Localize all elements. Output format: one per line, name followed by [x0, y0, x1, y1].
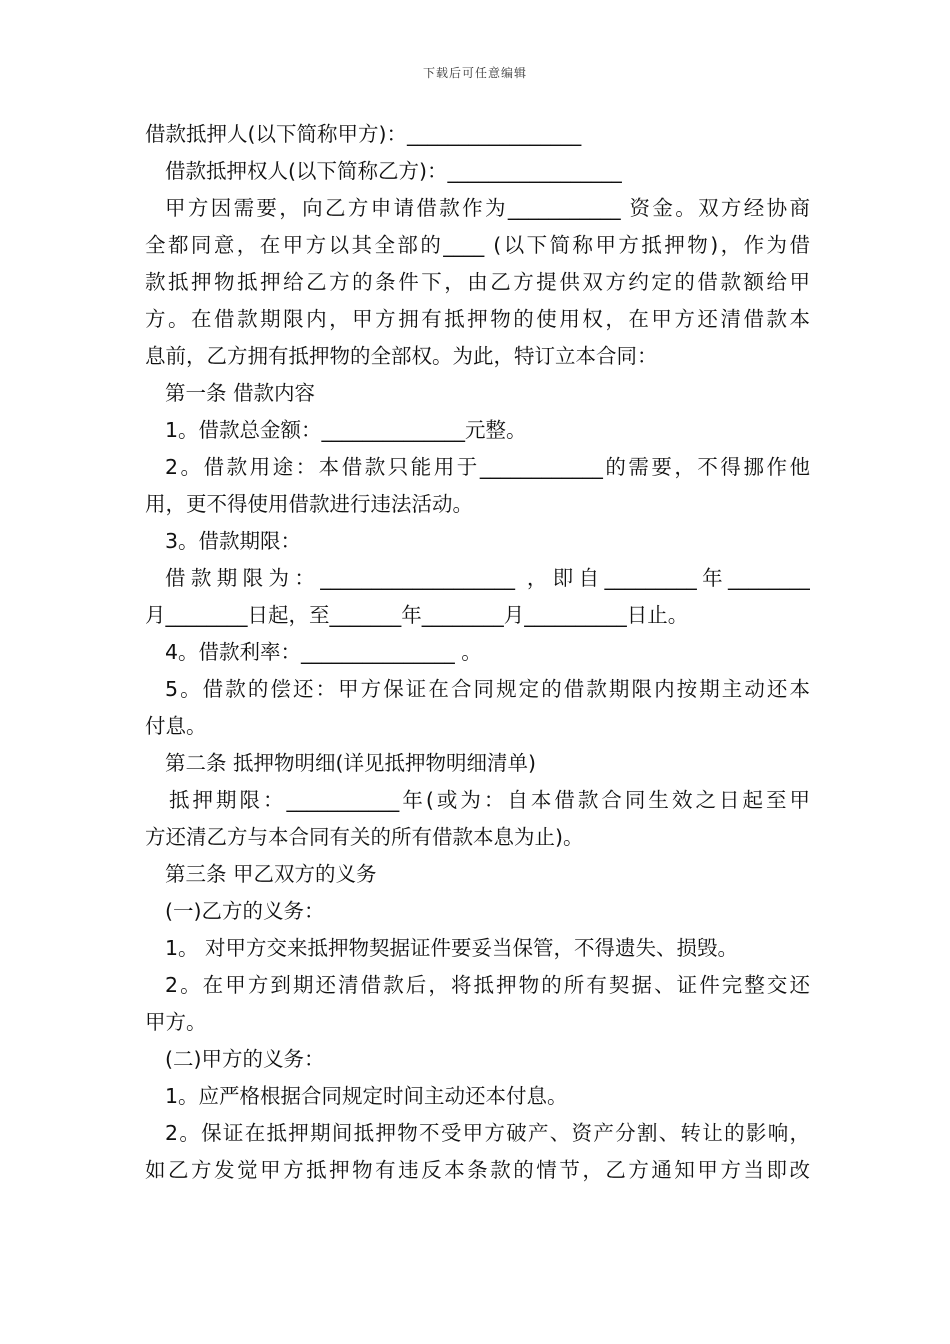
text-line: 1。借款总金额：______________元整。: [165, 418, 527, 442]
text-line: 2。保证在抵押期间抵押物不受甲方破产、资产分割、转让的影响，: [165, 1121, 810, 1145]
text-line: (二)甲方的义务：: [165, 1047, 325, 1071]
text-line: 如乙方发觉甲方抵押物有违反本条款的情节，乙方通知甲方当即改: [145, 1158, 810, 1182]
text-line: 月________日起，至_______年________月__________日止。: [145, 603, 689, 627]
text-line: 付息。: [145, 714, 207, 738]
text-line: 抵押期限：___________年(或为：自本借款合同生效之日起至甲: [169, 788, 810, 812]
text-line: 借款抵押人(以下简称甲方)：_________________: [145, 122, 582, 146]
text-line: 借款抵押权人(以下简称乙方)：_________________: [165, 159, 622, 183]
text-line: 4。借款利率：_______________ 。: [165, 640, 482, 664]
section-heading: 第二条 抵押物明细(详见抵押物明细清单): [165, 751, 537, 775]
text-line: 5。借款的偿还：甲方保证在合同规定的借款期限内按期主动还本: [165, 677, 810, 701]
text-line: 甲方因需要，向乙方申请借款作为___________ 资金。双方经协商: [165, 196, 810, 220]
text-line: 1。 对甲方交来抵押物契据证件要妥当保管，不得遗失、损毁。: [165, 936, 739, 960]
text-line: 借款期限为：___________________ ，即自_________年________: [165, 566, 810, 590]
text-line: 方。在借款期限内，甲方拥有抵押物的使用权，在甲方还清借款本: [145, 307, 810, 331]
text-line: 3。借款期限：: [165, 529, 302, 553]
text-line: 息前，乙方拥有抵押物的全部权。为此，特订立本合同：: [145, 344, 658, 368]
section-heading: 第一条 借款内容: [165, 381, 316, 405]
text-line: 2。在甲方到期还清借款后，将抵押物的所有契据、证件完整交还: [165, 973, 810, 997]
section-heading: 第三条 甲乙双方的义务: [165, 862, 377, 886]
text-line: 用，更不得使用借款进行违法活动。: [145, 492, 473, 516]
contract-body: [145, 116, 810, 1189]
text-line: 款抵押物抵押给乙方的条件下，由乙方提供双方约定的借款额给甲: [145, 270, 810, 294]
text-line: 2。借款用途：本借款只能用于____________的需要，不得挪作他: [165, 455, 810, 479]
text-line: (一)乙方的义务：: [165, 899, 325, 923]
text-line: 方还清乙方与本合同有关的所有借款本息为止)。: [145, 825, 584, 849]
page-header-note: 下载后可任意编辑: [422, 66, 527, 80]
text-line: 1。应严格根据合同规定时间主动还本付息。: [165, 1084, 568, 1108]
text-line: 甲方。: [145, 1010, 207, 1034]
text-line: 全都同意，在甲方以其全部的____ (以下简称甲方抵押物)，作为借: [145, 233, 810, 257]
